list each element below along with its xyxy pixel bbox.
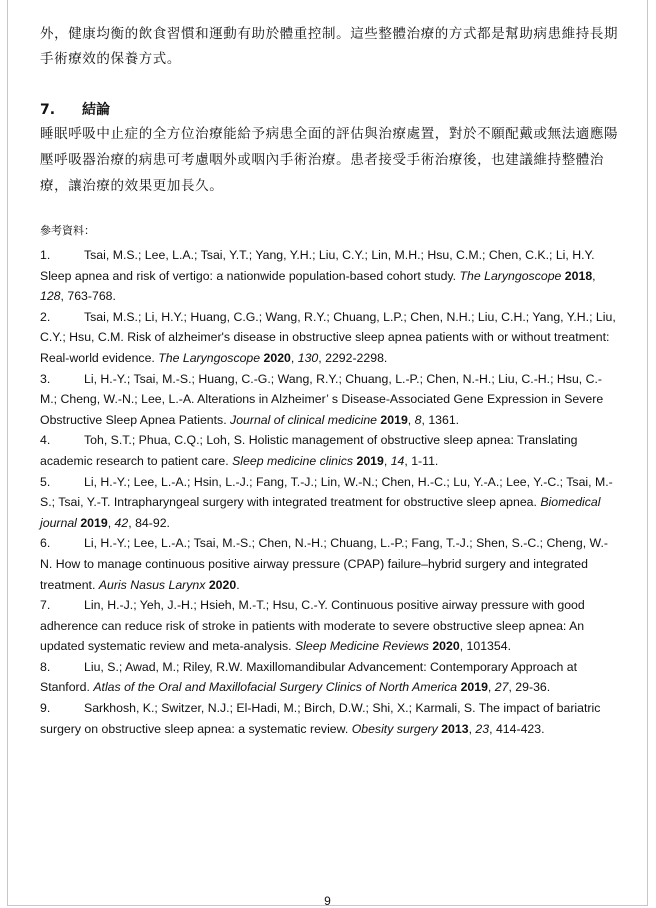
reference-text: Tsai, M.S.; Lee, L.A.; Tsai, Y.T.; Yang, Y.H.; Liu, C.Y.; Lin, M.H.; Hsu, C.M.; Chen, C.K.; Li, H.Y. Sleep apnea and risk of vertigo: a nationwide population-based cohort study. [40, 248, 595, 283]
reference-item [40, 595, 619, 657]
reference-pages: 414-423. [495, 721, 545, 736]
reference-year: 2020 [208, 577, 237, 592]
reference-journal: Sleep Medicine Reviews [294, 639, 429, 654]
reference-volume: 27 [494, 680, 509, 695]
page-content [40, 22, 619, 739]
section-number: 7. [40, 102, 56, 118]
reference-journal: Atlas of the Oral and Maxillofacial Surgery Clinics of North America [93, 680, 458, 695]
reference-pages: . [236, 577, 240, 592]
reference-year: 2020 [263, 350, 291, 365]
intro-paragraph: 外，健康均衡的飲食習慣和運動有助於體重控制。這些整體治療的方式都是幫助病患維持長期手術療效的保養方式。 [40, 26, 619, 67]
reference-year: 2018 [564, 268, 593, 283]
reference-number: 2. [40, 309, 51, 324]
reference-volume: 14 [390, 453, 405, 468]
reference-number: 7. [40, 598, 51, 613]
section-heading [40, 99, 619, 121]
section-title: 結論 [82, 102, 110, 118]
reference-number: 8. [40, 659, 51, 674]
reference-pages: 1361. [428, 412, 460, 427]
reference-text: Liu, S.; Awad, M.; Riley, R.W. Maxillomandibular Advancement: Contemporary Approach at Stanford. [40, 659, 578, 695]
document-page [7, 0, 648, 906]
reference-item [40, 533, 619, 595]
reference-number: 9. [40, 701, 51, 716]
page-number: 9 [324, 894, 331, 908]
reference-journal: Sleep medicine clinics [232, 453, 354, 468]
reference-list [40, 245, 619, 739]
reference-text: Lin, H.-J.; Yeh, J.-H.; Hsieh, M.-T.; Hsu, C.-Y. Continuous positive airway pressure with good adherence can reduce risk of stroke in patients with moderate to severe obstructive sleep apnea: An updated systematic review and meta-analysis. [40, 598, 585, 654]
reference-volume: 23 [475, 721, 490, 736]
conclusion-paragraph: 睡眠呼吸中止症的全方位治療能給予病患全面的評估與治療處置，對於不願配戴或無法適應陽壓呼吸器治療的病患可考慮咽外或咽內手術治療。患者接受手術治療後，也建議維持整體治療，讓治療的效果更加長久。 [40, 126, 619, 194]
reference-pages: 1-11. [411, 453, 439, 468]
reference-item: 4. Toh, S.T.; Phua, C.Q.; Loh, S. Holistic management of obstructive sleep apnea: Translating academic research to patient care. Sleep medicine clinics 2019, 14, 1-11. [40, 430, 619, 471]
reference-journal: Biomedical journal [40, 495, 601, 530]
reference-item: 8. Liu, S.; Awad, M.; Riley, R.W. Maxillomandibular Advancement: Contemporary Approach at Stanford. Atlas of the Oral and Maxillofacial Surgery Clinics of North America 2019, 27, 29-36. [40, 657, 619, 698]
reference-pages: , 101354. [459, 639, 511, 654]
reference-number: 5. [40, 474, 51, 489]
reference-volume: 130 [297, 350, 319, 365]
reference-year: 2019 [460, 680, 488, 695]
reference-year: 2019 [80, 515, 108, 530]
reference-item: 9. Sarkhosh, K.; Switzer, N.J.; El-Hadi, M.; Birch, D.W.; Shi, X.; Karmali, S. The impact of bariatric surgery on obstructive sleep apnea: a systematic review. Obesity surgery 2013, 23, 414-423. [40, 698, 619, 739]
reference-year: 2019 [356, 453, 384, 468]
reference-year: 2019 [380, 412, 408, 427]
reference-volume: 8 [414, 412, 422, 427]
reference-number: 4. [40, 433, 51, 448]
reference-volume: 128 [40, 289, 61, 304]
reference-number: 3. [40, 371, 51, 386]
reference-item: 2. Tsai, M.S.; Li, H.Y.; Huang, C.G.; Wang, R.Y.; Chuang, L.P.; Chen, N.H.; Liu, C.H.; Yang, Y.H.; Liu, C.Y.; Hsu, C.M. Risk of alzheimer's disease in obstructive sleep apnea patients with or without treatment: Real-world evidence. The Laryngoscope 2020, 130, 2292-2298. [40, 307, 619, 369]
reference-text: Li, H.-Y.; Lee, L.-A.; Tsai, M.-S.; Chen, N.-H.; Chuang, L.-P.; Fang, T.-J.; Shen, S.-C.; Cheng, W.-N. How to manage continuous positive airway pressure (CPAP) failure–hybrid surgery and integrated treatment. [40, 536, 608, 592]
reference-text: Li, H.-Y.; Tsai, M.-S.; Huang, C.-G.; Wang, R.Y.; Chuang, L.-P.; Chen, N.-H.; Liu, C.-H.; Hsu, C.-M.; Cheng, W.-N.; Lee, L.-A. Alterations in Alzheimer’ s Disease-Associated Gene Expression in Severe Obstructive Sleep Apnea Patients. [40, 371, 604, 427]
reference-text: Toh, S.T.; Phua, C.Q.; Loh, S. Holistic management of obstructive sleep apnea: Translating academic research to patient care. [40, 433, 578, 468]
reference-journal: Obesity surgery [351, 721, 438, 736]
references-label: 參考資料： [40, 224, 95, 237]
reference-pages: 2292-2298. [325, 350, 388, 365]
reference-journal: Auris Nasus Larynx [98, 577, 206, 592]
reference-pages: 84-92. [135, 515, 170, 530]
reference-item: 5. Li, H.-Y.; Lee, L.-A.; Hsin, L.-J.; Fang, T.-J.; Lin, W.-N.; Chen, H.-C.; Lu, Y.-A.; Lee, Y.-C.; Tsai, M.-S.; Tsai, Y.-T. Intrapharyngeal surgery with integrated treatment for obstructive sleep apnea. Biomedical journal 2019, 42, 84-92. [40, 472, 619, 534]
reference-year: 2020 [432, 639, 460, 654]
reference-text: Tsai, M.S.; Li, H.Y.; Huang, C.G.; Wang, R.Y.; Chuang, L.P.; Chen, N.H.; Liu, C.H.; Yang, Y.H.; Liu, C.Y.; Hsu, C.M. Risk of alzheimer's disease in obstructive sleep apnea patients with or without treatment: Real-world evidence. [40, 309, 616, 365]
reference-year: 2013 [441, 721, 469, 736]
reference-pages: 763-768. [67, 289, 116, 304]
reference-volume: 42 [114, 515, 129, 530]
reference-text: Sarkhosh, K.; Switzer, N.J.; El-Hadi, M.; Birch, D.W.; Shi, X.; Karmali, S. The impact of bariatric surgery on obstructive sleep apnea: a systematic review. [40, 701, 601, 736]
reference-journal: Journal of clinical medicine [230, 412, 377, 427]
reference-pages: 29-36. [515, 680, 551, 695]
reference-text: Li, H.-Y.; Lee, L.-A.; Hsin, L.-J.; Fang, T.-J.; Lin, W.-N.; Chen, H.-C.; Lu, Y.-A.; Lee, Y.-C.; Tsai, M.-S.; Tsai, Y.-T. Intrapharyngeal surgery with integrated treatment for obstructive sleep apnea. [40, 474, 613, 510]
reference-item: 1. Tsai, M.S.; Lee, L.A.; Tsai, Y.T.; Yang, Y.H.; Liu, C.Y.; Lin, M.H.; Hsu, C.M.; Chen, C.K.; Li, H.Y. Sleep apnea and risk of vertigo: a nationwide population-based cohort study. The Laryngoscope 2018, 128, 763-768. [40, 245, 619, 307]
reference-number: 6. [40, 536, 51, 551]
reference-journal: The Laryngoscope [459, 268, 562, 283]
reference-number: 1. [40, 248, 51, 262]
reference-journal: The Laryngoscope [158, 350, 261, 365]
reference-item: 3. Li, H.-Y.; Tsai, M.-S.; Huang, C.-G.; Wang, R.Y.; Chuang, L.-P.; Chen, N.-H.; Liu, C.-H.; Hsu, C.-M.; Cheng, W.-N.; Lee, L.-A. Alterations in Alzheimer’ s Disease-Associated Gene Expression in Severe Obstructive Sleep Apnea Patients. Journal of clinical medicine 2019, 8, 1361. [40, 369, 619, 431]
